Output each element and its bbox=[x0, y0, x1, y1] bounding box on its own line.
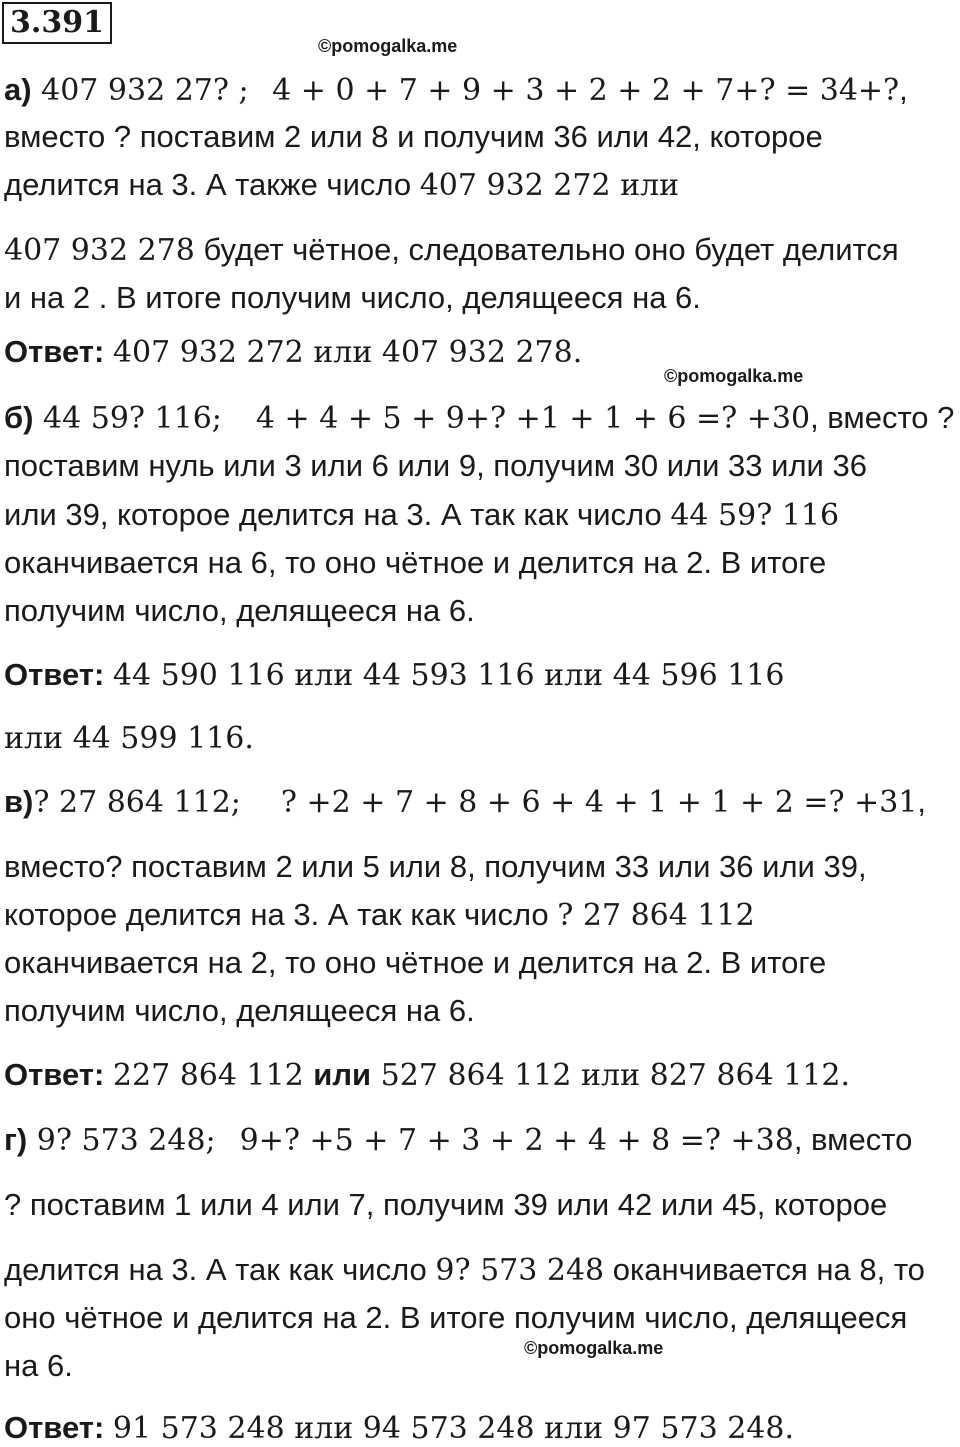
part-b-answer-cont: или 44 599 116. bbox=[4, 721, 254, 756]
part-a-line-3: делится на 3. А также число 407 932 272 или bbox=[4, 167, 680, 203]
part-c-answer: Ответ: 227 864 112 или 527 864 112 или 827 864 112. bbox=[4, 1057, 851, 1093]
part-d-answer: Ответ: 91 573 248 или 94 573 248 или 97 573 248. bbox=[4, 1410, 794, 1446]
part-b-line-4: оканчивается на 6, то оно чётное и делится на 2. В итоге bbox=[4, 545, 827, 580]
part-b-label: б) bbox=[4, 400, 34, 435]
problem-number: 3.391 bbox=[2, 2, 112, 44]
part-d-label: г) bbox=[4, 1122, 28, 1157]
part-a-line-5: и на 2 . В итоге получим число, делящееся на 6. bbox=[4, 280, 701, 315]
part-a-line-2: вместо ? поставим 2 или 8 и получим 36 или 42, которое bbox=[4, 119, 823, 154]
watermark: ©pomogalka.me bbox=[318, 36, 458, 56]
watermark: ©pomogalka.me bbox=[664, 366, 804, 386]
part-c-line-2: вместо? поставим 2 или 5 или 8, получим 33 или 36 или 39, bbox=[4, 849, 867, 884]
part-d-line-1: г) 9? 573 248; 9+? +5 + 7 + 3 + 2 + 4 + 8 =? +38, вместо bbox=[4, 1122, 913, 1158]
part-c-line-4: оканчивается на 2, то оно чётное и делится на 2. В итоге bbox=[4, 945, 827, 980]
part-b-line-5: получим число, делящееся на 6. bbox=[4, 593, 475, 628]
part-d-line-5: на 6. bbox=[4, 1348, 73, 1383]
part-c-line-1: в)? 27 864 112; ? +2 + 7 + 8 + 6 + 4 + 1 + 1 + 2 =? +31, bbox=[4, 784, 927, 820]
part-d-line-2: ? поставим 1 или 4 или 7, получим 39 или 42 или 45, которое bbox=[4, 1187, 888, 1222]
watermark: ©pomogalka.me bbox=[524, 1338, 664, 1358]
part-c-line-3: которое делится на 3. А так как число ? 27 864 112 bbox=[4, 897, 755, 933]
part-a-label: а) bbox=[4, 72, 32, 107]
part-b-line-3: или 39, которое делится на 3. А так как число 44 59? 116 bbox=[4, 497, 840, 533]
part-a-line-1: а) 407 932 27? ; 4 + 0 + 7 + 9 + 3 + 2 + 2 + 7+? = 34+?, bbox=[4, 72, 908, 108]
part-b-line-1: б) 44 59? 116; 4 + 4 + 5 + 9+? +1 + 1 + 6 =? +30, вместо ? bbox=[4, 400, 955, 436]
part-b-line-2: поставим нуль или 3 или 6 или 9, получим 30 или 33 или 36 bbox=[4, 448, 867, 483]
part-d-line-4: оно чётное и делится на 2. В итоге получим число, делящееся bbox=[4, 1300, 908, 1335]
part-a-answer: Ответ: 407 932 272 или 407 932 278. bbox=[4, 334, 583, 370]
part-c-line-5: получим число, делящееся на 6. bbox=[4, 993, 475, 1028]
part-d-line-3: делится на 3. А так как число 9? 573 248 оканчивается на 8, то bbox=[4, 1252, 925, 1288]
part-b-answer: Ответ: 44 590 116 или 44 593 116 или 44 596 116 bbox=[4, 657, 785, 693]
part-a-line-4: 407 932 278 будет чётное, следовательно оно будет делится bbox=[4, 232, 899, 268]
part-c-label: в) bbox=[4, 784, 34, 819]
